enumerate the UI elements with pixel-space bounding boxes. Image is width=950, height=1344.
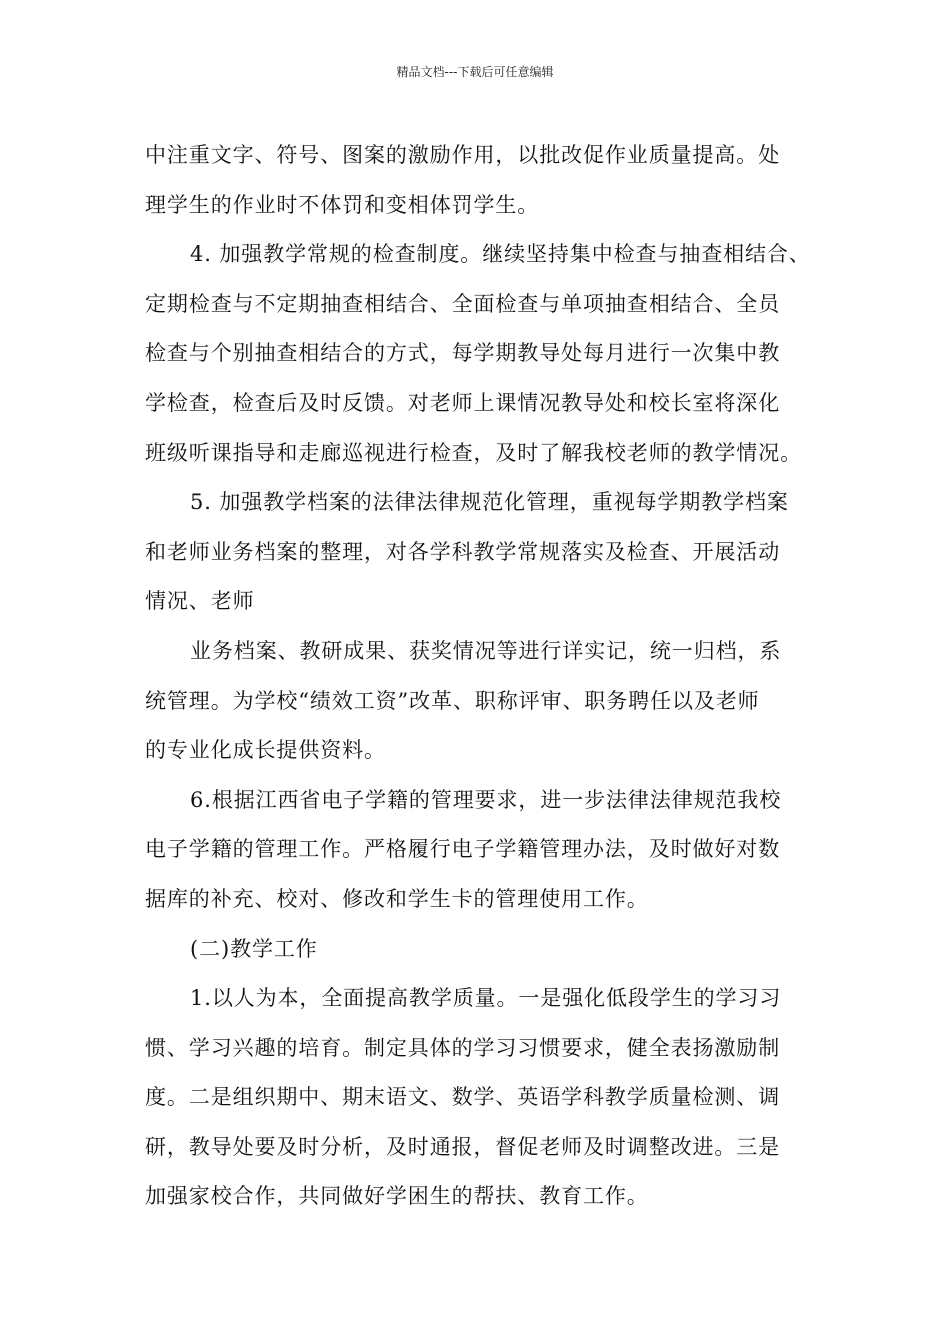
text-line: 4. 加强教学常规的检查制度。继续坚持集中检查与抽查相结合、 — [190, 242, 811, 267]
text-line: 班级听课指导和走廊巡视进行检查，及时了解我校老师的教学情况。 — [145, 440, 802, 465]
text-line: 6.根据江西省电子学籍的管理要求，进一步法律法律规范我校 — [190, 787, 782, 812]
page-header: 精品文档---下载后可任意编辑 — [396, 65, 554, 79]
text-line: 1.以人为本，全面提高教学质量。一是强化低段学生的学习习 — [190, 986, 782, 1011]
text-line: 统管理。为学校“绩效工资”改革、职称评审、职务聘任以及老师 — [145, 688, 760, 713]
text-line: 的专业化成长提供资料。 — [145, 738, 386, 763]
text-line: 和老师业务档案的整理，对各学科教学常规落实及检查、开展活动 — [145, 539, 781, 564]
text-line: 电子学籍的管理工作。严格履行电子学籍管理办法，及时做好对数 — [145, 837, 781, 862]
text-line: (二)教学工作 — [190, 936, 318, 961]
text-line: 定期检查与不定期抽查相结合、全面检查与单项抽查相结合、全员 — [145, 291, 781, 316]
text-line: 检查与个别抽查相结合的方式，每学期教导处每月进行一次集中教 — [145, 341, 781, 366]
text-line: 情况、老师 — [145, 589, 255, 614]
text-line: 理学生的作业时不体罚和变相体罚学生。 — [145, 192, 540, 217]
text-line: 学检查，检查后及时反馈。对老师上课情况教导处和校长室将深化 — [145, 390, 781, 415]
text-line: 5. 加强教学档案的法律法律规范化管理，重视每学期教学档案 — [190, 490, 789, 515]
text-line: 业务档案、教研成果、获奖情况等进行详实记，统一归档，系 — [190, 638, 782, 663]
text-line: 据库的补充、校对、修改和学生卡的管理使用工作。 — [145, 886, 649, 911]
text-line: 研，教导处要及时分析，及时通报，督促老师及时调整改进。三是 — [145, 1134, 781, 1159]
text-line: 加强家校合作，共同做好学困生的帮扶、教育工作。 — [145, 1184, 649, 1209]
text-line: 中注重文字、符号、图案的激励作用，以批改促作业质量提高。处 — [145, 143, 781, 167]
document-body — [145, 131, 825, 1222]
text-line: 度。二是组织期中、期末语文、数学、英语学科教学质量检测、调 — [145, 1085, 781, 1110]
text-line: 惯、学习兴趣的培育。制定具体的学习习惯要求，健全表扬激励制 — [145, 1035, 781, 1060]
